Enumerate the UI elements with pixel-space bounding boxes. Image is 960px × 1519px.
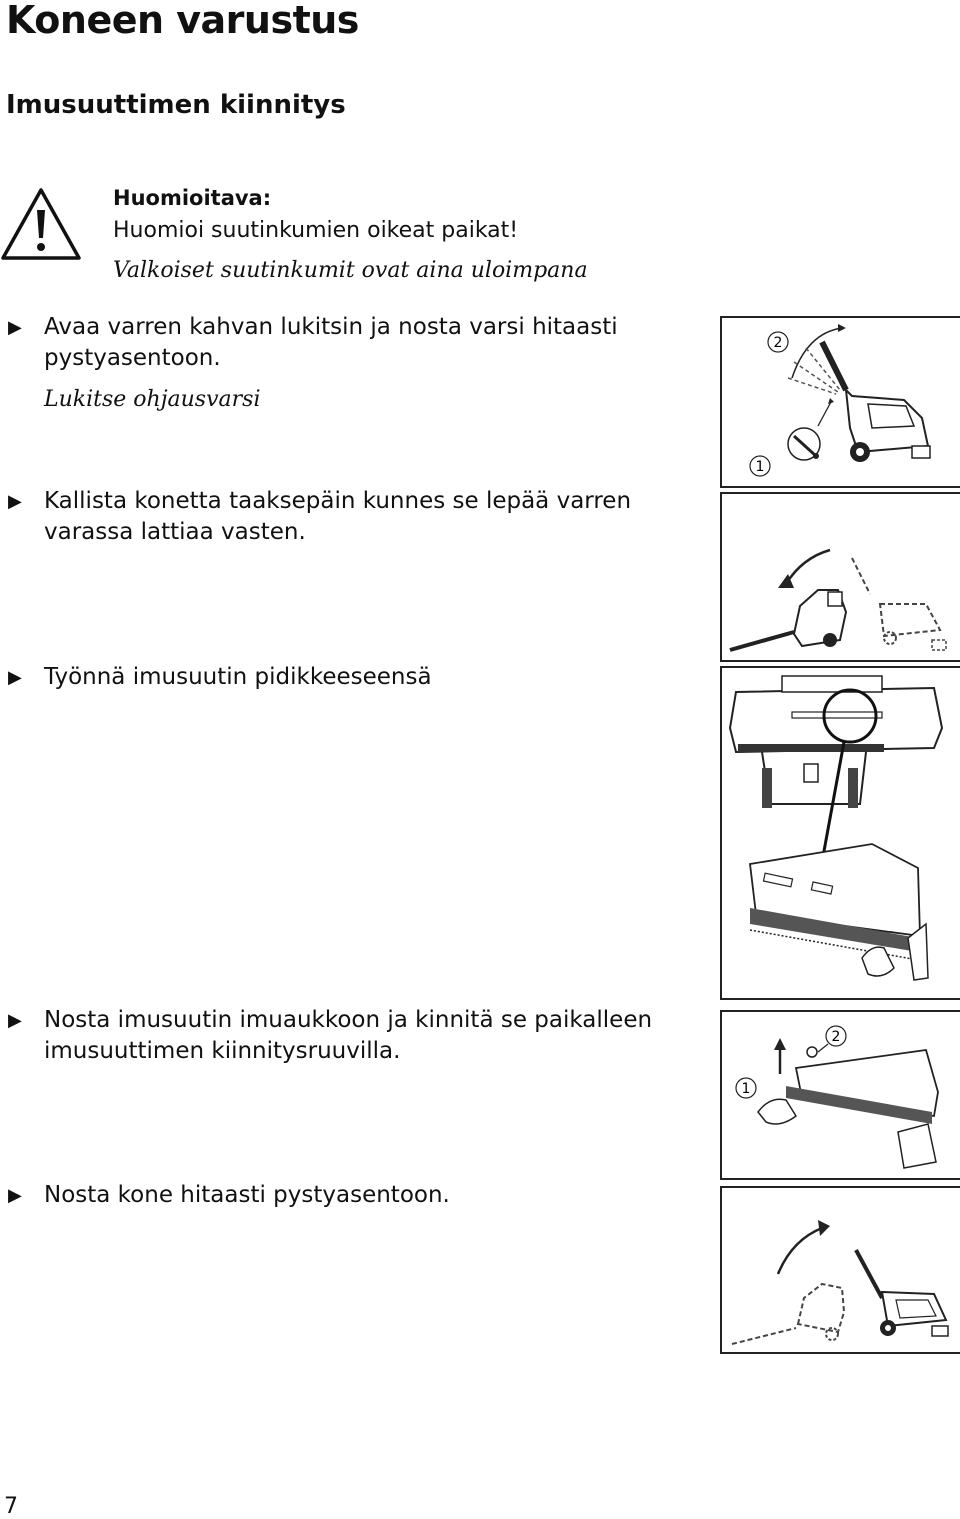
page-number: 7 <box>4 1494 18 1519</box>
callout-1: 1 <box>755 459 765 475</box>
step-text: Nosta imusuutin imuaukkoon ja kinnitä se paikalleen imusuuttimen kiinnitysruuvilla. <box>44 1007 653 1064</box>
callout-2: 2 <box>773 335 783 351</box>
bullet-icon: ▶ <box>8 1010 22 1031</box>
machine-tilt-illustration <box>722 494 960 660</box>
page-title: Koneen varustus <box>6 0 359 42</box>
bullet-icon: ▶ <box>8 317 22 338</box>
step-text: Avaa varren kahvan lukitsin ja nosta varsi hitaasti pystyasentoon. <box>44 314 618 371</box>
step-text: Nosta kone hitaasti pystyasentoon. <box>44 1182 450 1208</box>
step-note: Lukitse ohjausvarsi <box>44 387 261 412</box>
section-title: Imusuuttimen kiinnitys <box>6 90 346 120</box>
bullet-icon: ▶ <box>8 491 22 512</box>
step-text: Työnnä imusuutin pidikkeeseensä <box>44 664 432 690</box>
warning-note: Valkoiset suutinkumit ovat aina uloimpana <box>113 258 588 283</box>
step-4 <box>8 1005 698 1071</box>
figure-push-nozzle <box>720 666 960 1000</box>
machine-handle-illustration <box>722 318 960 486</box>
step-3 <box>8 662 698 696</box>
nozzle-fastening-illustration <box>722 1012 960 1178</box>
step-5 <box>8 1180 698 1214</box>
warning-triangle-icon <box>0 186 82 262</box>
step-text: Kallista konetta taaksepäin kunnes se lepää varren varassa lattiaa vasten. <box>44 488 632 545</box>
warning-text: Huomioi suutinkumien oikeat paikat! <box>113 218 519 243</box>
bullet-icon: ▶ <box>8 667 22 688</box>
figure-tilt-machine <box>720 492 960 662</box>
step-1 <box>8 312 698 412</box>
callout-1: 1 <box>741 1081 751 1097</box>
bullet-icon: ▶ <box>8 1185 22 1206</box>
machine-upright-illustration <box>722 1188 960 1352</box>
callout-2: 2 <box>831 1029 841 1045</box>
nozzle-holder-illustration <box>722 668 960 998</box>
figure-fasten-nozzle <box>720 1010 960 1180</box>
figure-raise-machine <box>720 1186 960 1354</box>
figure-raise-handle <box>720 316 960 488</box>
step-2 <box>8 486 698 552</box>
warning-heading: Huomioitava: <box>113 186 272 210</box>
